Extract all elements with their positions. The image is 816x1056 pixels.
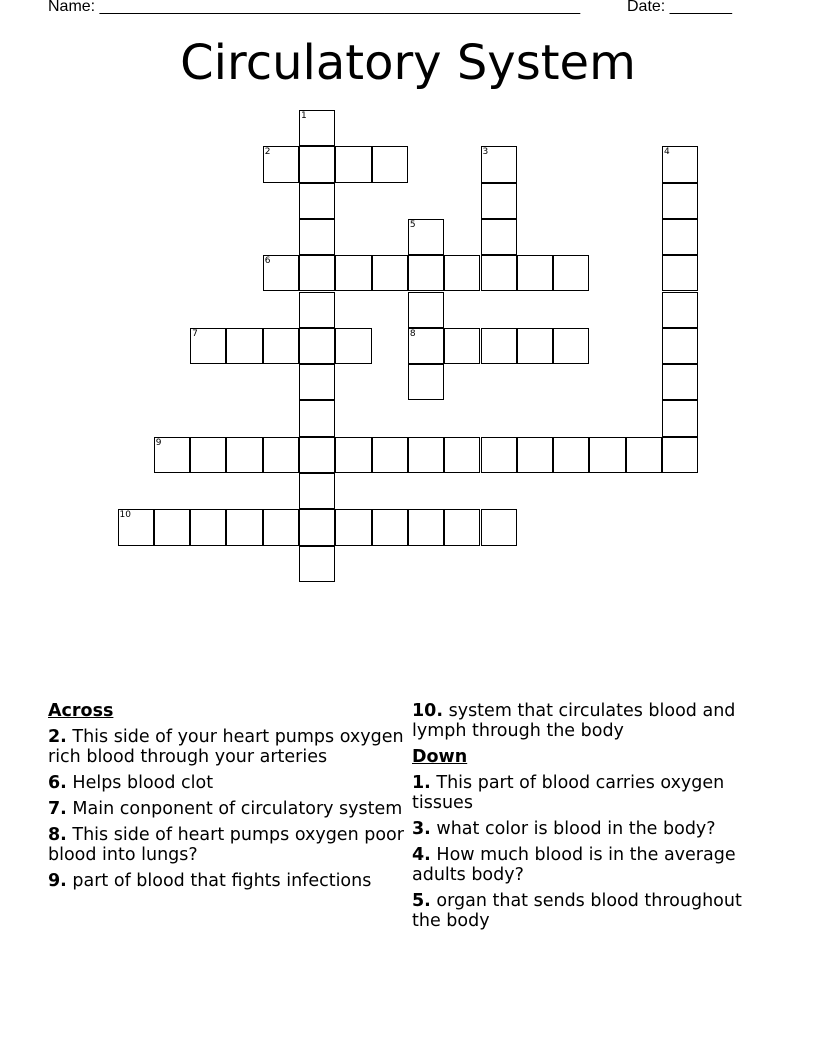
- crossword-cell[interactable]: [408, 364, 444, 400]
- crossword-cell[interactable]: [444, 328, 480, 364]
- clue-text: part of blood that fights infections: [72, 871, 372, 891]
- crossword-cell[interactable]: [372, 146, 408, 182]
- cell-number: 4: [664, 147, 670, 158]
- crossword-cell[interactable]: [299, 364, 335, 400]
- crossword-cell[interactable]: [517, 437, 553, 473]
- cell-number: 1: [301, 111, 307, 121]
- clues-column-right: [412, 701, 772, 937]
- clue-number: 3.: [412, 819, 431, 839]
- crossword-cell[interactable]: [481, 255, 517, 291]
- crossword-cell[interactable]: [662, 364, 698, 400]
- crossword-cell[interactable]: [662, 328, 698, 364]
- clue-across-2: [48, 727, 408, 767]
- crossword-cell[interactable]: [335, 255, 371, 291]
- clue-across-7: [48, 799, 408, 819]
- crossword-cell[interactable]: [662, 146, 698, 182]
- crossword-cell[interactable]: [481, 146, 517, 182]
- clue-number: 9.: [48, 871, 67, 891]
- clue-number: 6.: [48, 773, 67, 793]
- crossword-cell[interactable]: [408, 437, 444, 473]
- clue-number: 1.: [412, 773, 431, 793]
- crossword-cell[interactable]: [263, 146, 299, 182]
- crossword-cell[interactable]: [299, 255, 335, 291]
- crossword-cell[interactable]: [299, 292, 335, 328]
- crossword-cell[interactable]: [626, 437, 662, 473]
- crossword-cell[interactable]: [226, 328, 262, 364]
- clue-number: 8.: [48, 825, 67, 845]
- crossword-cell[interactable]: [662, 255, 698, 291]
- crossword-cell[interactable]: [481, 509, 517, 545]
- cell-number: 3: [482, 147, 489, 158]
- crossword-cell[interactable]: [190, 328, 226, 364]
- cell-number: 6: [264, 256, 271, 267]
- crossword-cell[interactable]: [444, 437, 480, 473]
- cell-number: 10: [119, 510, 131, 521]
- crossword-cell[interactable]: [517, 255, 553, 291]
- crossword-cell[interactable]: [481, 328, 517, 364]
- crossword-cell[interactable]: [372, 255, 408, 291]
- crossword-cell[interactable]: [226, 509, 262, 545]
- crossword-cell[interactable]: [299, 219, 335, 255]
- clue-text: This part of blood carries oxygen tissues: [412, 773, 725, 813]
- cell-number: 5: [409, 219, 416, 230]
- crossword-cell[interactable]: [408, 328, 444, 364]
- crossword-cell[interactable]: [154, 437, 190, 473]
- crossword-cell[interactable]: [335, 437, 371, 473]
- crossword-cell[interactable]: [190, 437, 226, 473]
- crossword-cell[interactable]: [662, 219, 698, 255]
- crossword-cell[interactable]: [553, 255, 589, 291]
- clue-down-5: [412, 891, 772, 931]
- clue-text: Helps blood clot: [72, 773, 214, 793]
- clue-across-9: [48, 871, 408, 891]
- crossword-cell[interactable]: [372, 437, 408, 473]
- crossword-cell[interactable]: [662, 400, 698, 436]
- crossword-cell[interactable]: [299, 400, 335, 436]
- crossword-cell[interactable]: [444, 509, 480, 545]
- name-field: Name: ______________________________________________________: [48, 0, 581, 15]
- clue-text: This side of your heart pumps oxygen rich blood through your arteries: [48, 727, 404, 767]
- crossword-cell[interactable]: [372, 509, 408, 545]
- crossword-cell[interactable]: [481, 219, 517, 255]
- crossword-cell[interactable]: [589, 437, 625, 473]
- clue-text: Main conponent of circulatory system: [72, 799, 403, 819]
- clue-text: This side of heart pumps oxygen poor blood into lungs?: [48, 825, 404, 865]
- clue-down-4: [412, 845, 772, 885]
- crossword-cell[interactable]: [517, 328, 553, 364]
- cell-number: 2: [264, 147, 271, 158]
- crossword-cell[interactable]: [226, 437, 262, 473]
- crossword-cell[interactable]: [118, 509, 154, 545]
- crossword-cell[interactable]: [263, 509, 299, 545]
- clue-text: system that circulates blood and lymph through the body: [412, 701, 736, 741]
- crossword-cell[interactable]: [299, 509, 335, 545]
- clue-number: 10.: [412, 701, 444, 721]
- clue-across-8: [48, 825, 408, 865]
- crossword-cell[interactable]: [662, 292, 698, 328]
- page-title: Circulatory System: [180, 35, 636, 91]
- crossword-cell[interactable]: [408, 219, 444, 255]
- crossword-cell[interactable]: [408, 292, 444, 328]
- crossword-cell[interactable]: [481, 183, 517, 219]
- clues-column-left: [48, 701, 408, 897]
- crossword-cell[interactable]: [335, 146, 371, 182]
- clue-text: what color is blood in the body?: [436, 819, 716, 839]
- clue-number: 7.: [48, 799, 67, 819]
- crossword-cell[interactable]: [299, 110, 335, 146]
- crossword-cell[interactable]: [481, 437, 517, 473]
- clue-number: 5.: [412, 891, 431, 911]
- crossword-cell[interactable]: [553, 437, 589, 473]
- crossword-cell[interactable]: [662, 437, 698, 473]
- crossword-cell[interactable]: [299, 183, 335, 219]
- crossword-cell[interactable]: [662, 183, 698, 219]
- crossword-cell[interactable]: [263, 255, 299, 291]
- crossword-cell[interactable]: [299, 146, 335, 182]
- crossword-cell[interactable]: [553, 328, 589, 364]
- crossword-cell[interactable]: [444, 255, 480, 291]
- cell-number: 9: [155, 437, 162, 448]
- clue-down-3: [412, 819, 772, 839]
- clue-text: How much blood is in the average adults body?: [412, 845, 736, 885]
- clue-number: 4.: [412, 845, 431, 865]
- clue-down-1: [412, 773, 772, 813]
- crossword-cell[interactable]: [299, 328, 335, 364]
- date-field: Date: _______: [627, 0, 732, 15]
- cell-number: 7: [192, 328, 198, 339]
- clue-across-10: [412, 701, 772, 741]
- down-heading: Down: [412, 747, 468, 767]
- cell-number: 8: [409, 328, 416, 339]
- crossword-cell[interactable]: [335, 509, 371, 545]
- crossword-cell[interactable]: [263, 437, 299, 473]
- crossword-cell[interactable]: [408, 509, 444, 545]
- crossword-cell[interactable]: [299, 546, 335, 582]
- crossword-cell[interactable]: [408, 255, 444, 291]
- clue-number: 2.: [48, 727, 67, 747]
- across-heading: Across: [48, 701, 114, 721]
- crossword-cell[interactable]: [299, 473, 335, 509]
- crossword-cell[interactable]: [154, 509, 190, 545]
- crossword-cell[interactable]: [335, 328, 371, 364]
- crossword-cell[interactable]: [299, 437, 335, 473]
- crossword-cell[interactable]: [190, 509, 226, 545]
- clue-text: organ that sends blood throughout the body: [412, 891, 742, 931]
- clue-across-6: [48, 773, 408, 793]
- crossword-cell[interactable]: [263, 328, 299, 364]
